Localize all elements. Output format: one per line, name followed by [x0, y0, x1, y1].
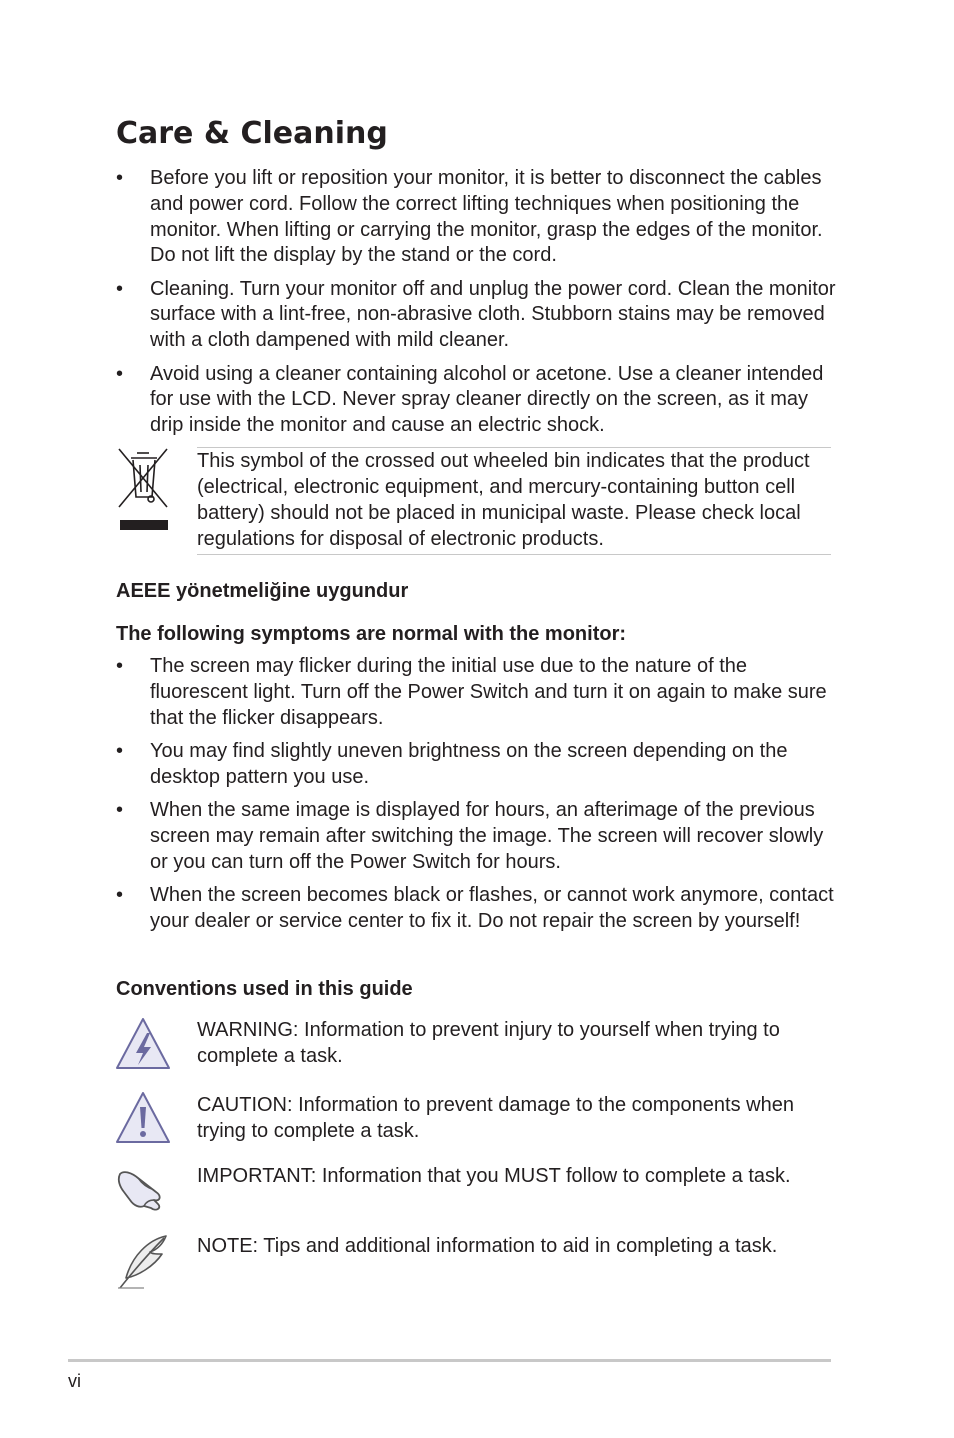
disposal-notice-text: This symbol of the crossed out wheeled bin indicates that the product (electrical, electronic equipment, and mercury-containing button cell battery) should not be placed in municipal waste. Please check local regulations for disposal of electronic products. [197, 450, 810, 550]
bullet: • [116, 277, 124, 300]
caution-text: CAUTION: Information to prevent damage to the components when trying to complete a task. [197, 1094, 794, 1142]
list-item: • When the screen becomes black or flashes, or cannot work anymore, contact your dealer or service center to fix it. Do not repair the screen by yourself! [116, 883, 834, 932]
symptoms-list [116, 654, 836, 942]
bullet: • [116, 739, 124, 762]
exclamation-caution-icon [114, 1090, 172, 1146]
list-item: • The screen may flicker during the initial use due to the nature of the fluorescent light. Turn off the Power Switch and turn it on again to make sure that the flicker disappears. [116, 655, 827, 729]
list-item: • Before you lift or reposition your monitor, it is better to disconnect the cables and power cord. Follow the correct lifting techniques when positioning the monitor. When lifting or carrying the monitor, grasp the edges of the monitor. Do not lift the display by the stand or the cord. [116, 167, 823, 267]
lightning-warning-icon [114, 1016, 172, 1072]
bullet: • [116, 362, 124, 385]
list-item: • Cleaning. Turn your monitor off and unplug the power cord. Clean the monitor surface with a lint-free, non-abrasive cloth. Stubborn stains may be removed with a cloth dampened with mild cleaner. [116, 277, 836, 352]
conventions-heading: Conventions used in this guide [116, 978, 413, 1000]
note-text: NOTE: Tips and additional information to aid in completing a task. [197, 1235, 778, 1257]
bullet: • [116, 798, 124, 821]
care-list [116, 166, 836, 446]
page-title: Care & Cleaning [116, 116, 388, 151]
list-item: • Avoid using a cleaner containing alcohol or acetone. Use a cleaner intended for use with the LCD. Never spray cleaner directly on the screen, as it may drip inside the monitor and cause an electric shock. [116, 362, 824, 437]
bullet: • [116, 167, 124, 189]
list-item: • When the same image is displayed for hours, an afterimage of the previous screen may remain after switching the image. The screen will recover slowly or you can turn off the Power Switch for hours. [116, 798, 824, 873]
footer-rule [68, 1359, 831, 1362]
bullet: • [116, 883, 124, 906]
page-number: vi [68, 1371, 81, 1391]
bullet: • [116, 655, 124, 677]
disposal-notice [197, 447, 831, 555]
symptoms-heading: The following symptoms are normal with the monitor: [116, 623, 627, 645]
aeee-heading: AEEE yönetmeliğine uygundur [116, 580, 409, 602]
feather-pen-icon [114, 1232, 172, 1292]
pointing-hand-icon [114, 1160, 172, 1216]
list-item: • You may find slightly uneven brightness on the screen depending on the desktop pattern you use. [116, 739, 788, 788]
important-text: IMPORTANT: Information that you MUST follow to complete a task. [197, 1165, 791, 1187]
crossed-out-wheeled-bin-icon [115, 447, 171, 533]
warning-text: WARNING: Information to prevent injury to yourself when trying to complete a task. [197, 1019, 780, 1067]
